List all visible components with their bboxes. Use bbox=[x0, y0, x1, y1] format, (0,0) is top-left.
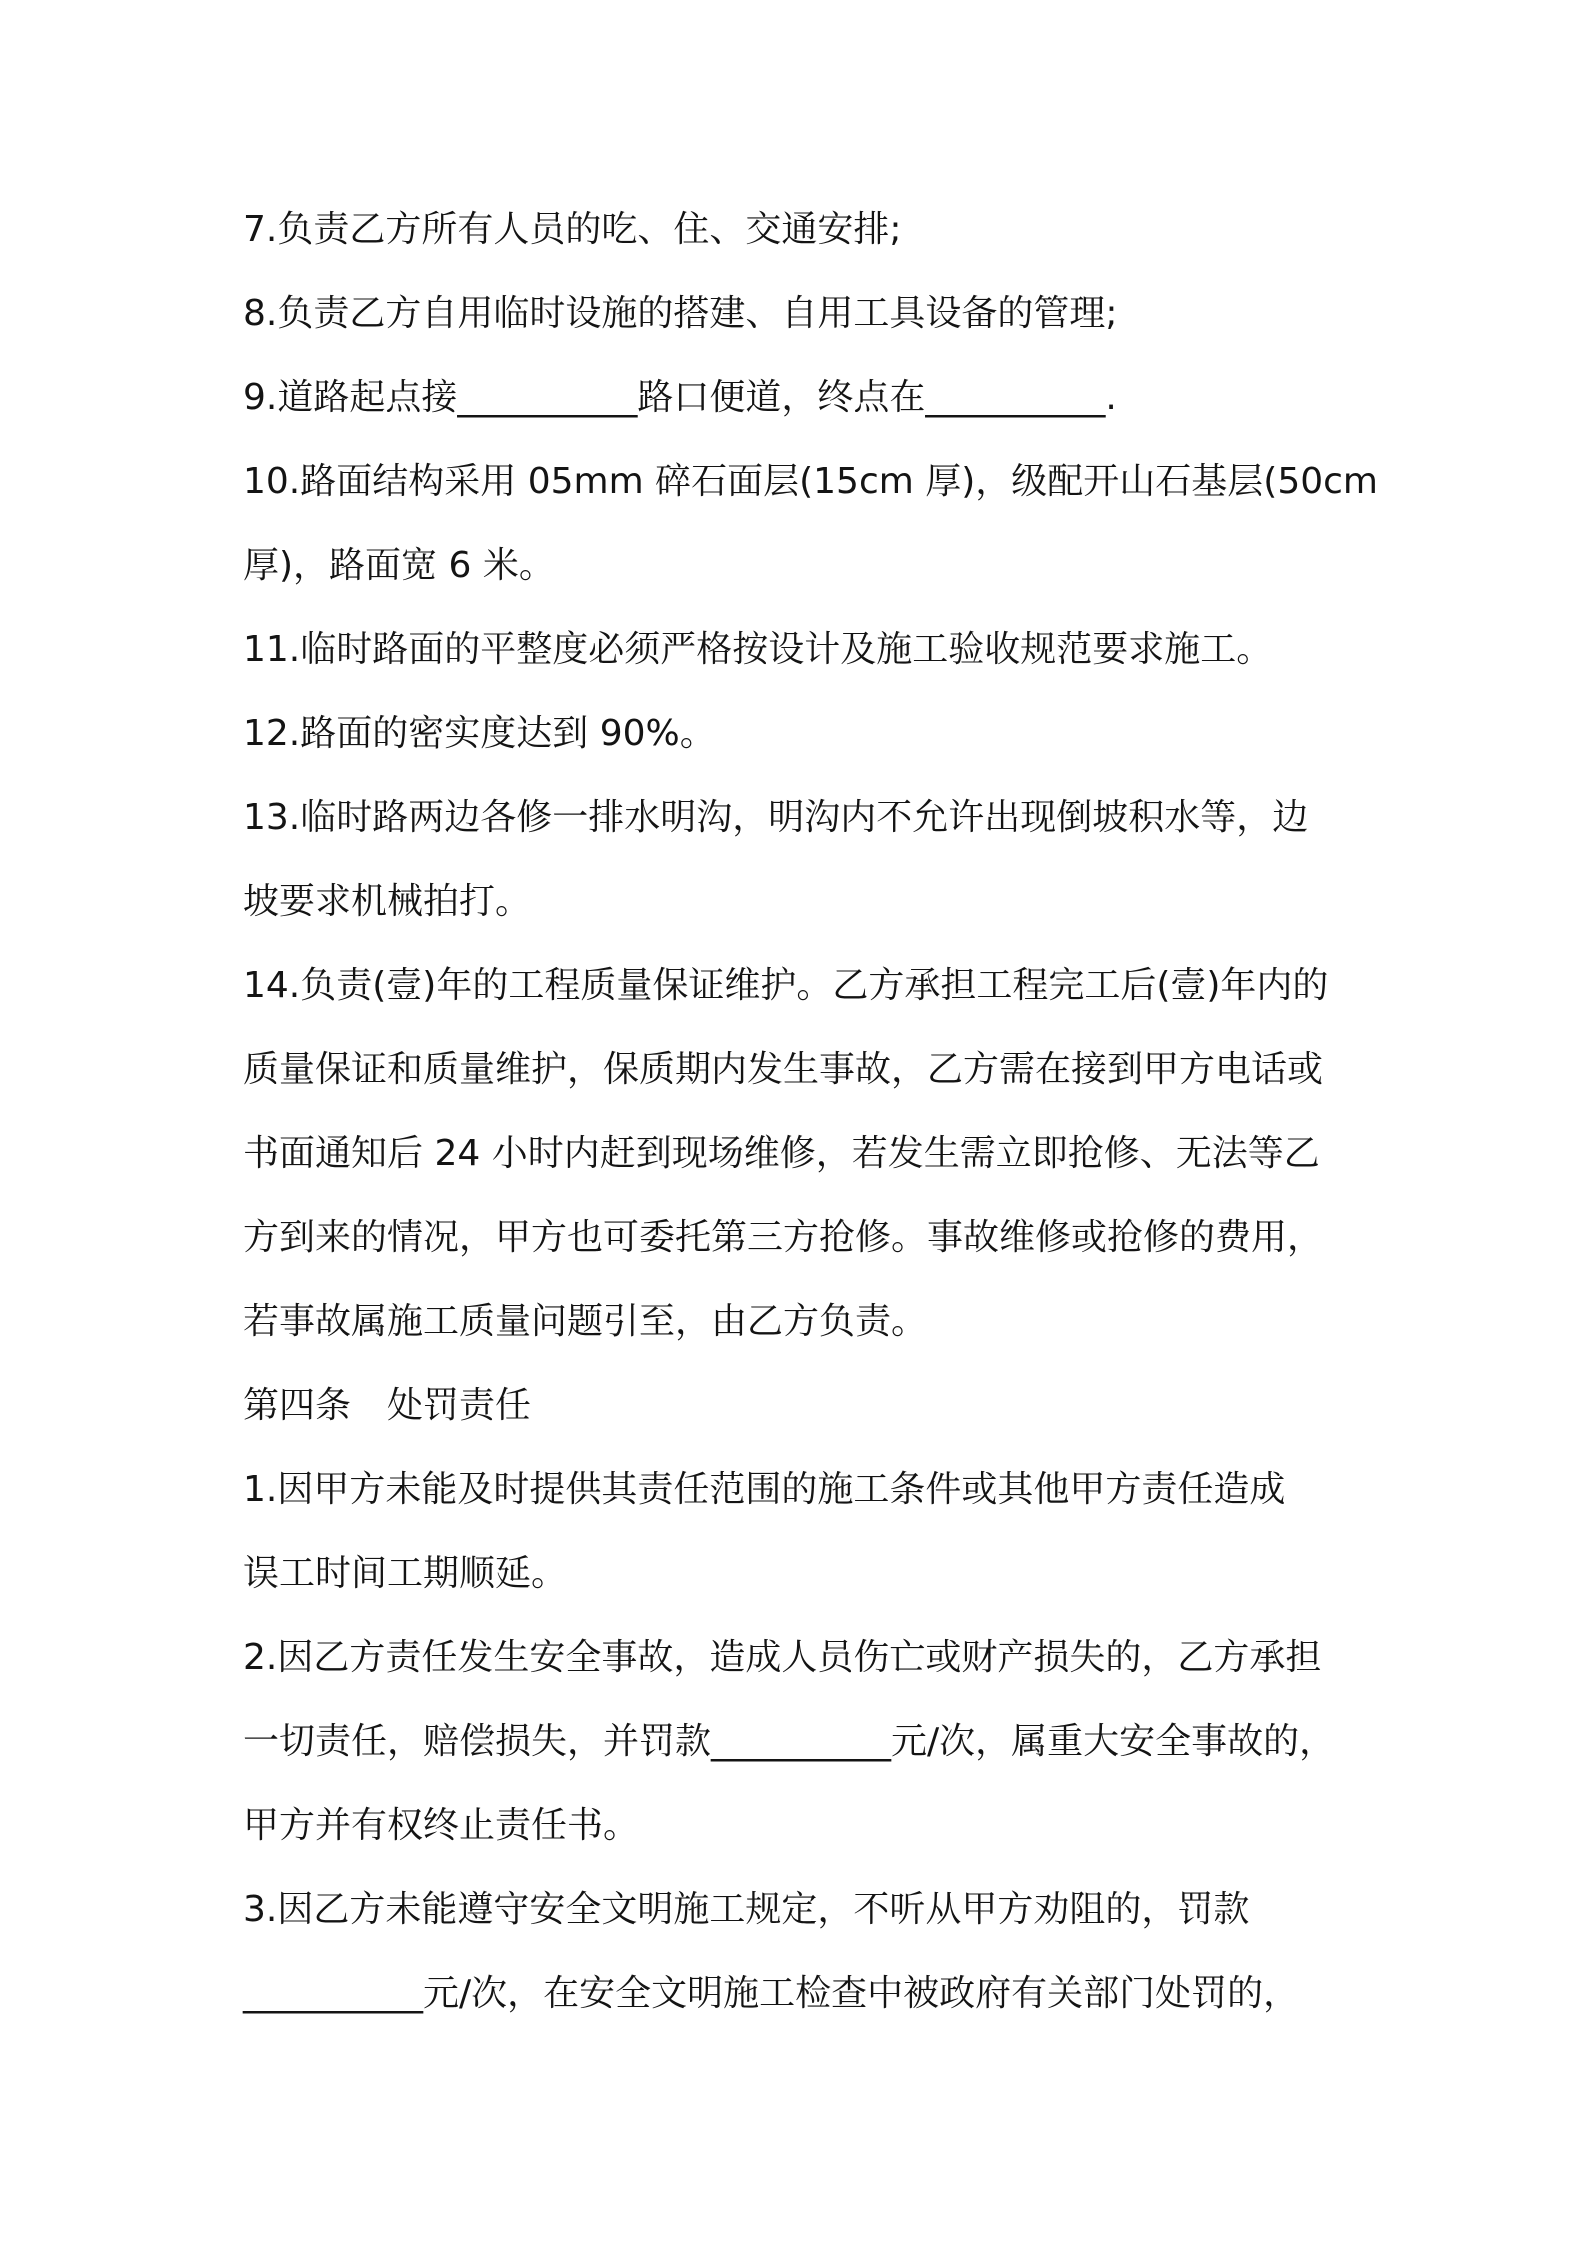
document-body bbox=[243, 198, 1383, 2046]
penalty-2-line-2: 一切责任，赔偿损失，并罚款__________元/次，属重大安全事故的， bbox=[243, 1721, 1336, 1762]
clause-11: 11.临时路面的平整度必须严格按设计及施工验收规范要求施工。 bbox=[243, 629, 1273, 670]
clause-8: 8.负责乙方自用临时设施的搭建、自用工具设备的管理; bbox=[243, 293, 1118, 334]
clause-10-line-1: 10.路面结构采用 05mm 碎石面层(15cm 厚)，级配开山石基层(50cm bbox=[243, 461, 1379, 502]
clause-7: 7.负责乙方所有人员的吃、住、交通安排; bbox=[243, 209, 902, 250]
clause-14-line-3: 书面通知后 24 小时内赶到现场维修，若发生需立即抢修、无法等乙 bbox=[243, 1133, 1320, 1174]
clause-14-line-5: 若事故属施工质量问题引至，由乙方负责。 bbox=[243, 1301, 928, 1342]
penalty-1-line-1: 1.因甲方未能及时提供其责任范围的施工条件或其他甲方责任造成 bbox=[243, 1469, 1286, 1510]
penalty-3-line-2: __________元/次，在安全文明施工检查中被政府有关部门处罚的， bbox=[243, 1973, 1300, 2014]
clause-13-line-1: 13.临时路两边各修一排水明沟，明沟内不允许出现倒坡积水等，边 bbox=[243, 797, 1309, 838]
penalty-2-line-3: 甲方并有权终止责任书。 bbox=[243, 1805, 640, 1846]
penalty-1-line-2: 误工时间工期顺延。 bbox=[243, 1553, 568, 1594]
clause-14-line-2: 质量保证和质量维护，保质期内发生事故，乙方需在接到甲方电话或 bbox=[243, 1049, 1324, 1090]
clause-9: 9.道路起点接__________路口便道，终点在__________. bbox=[243, 377, 1117, 418]
clause-12: 12.路面的密实度达到 90%。 bbox=[243, 713, 716, 754]
clause-14-line-1: 14.负责(壹)年的工程质量保证维护。乙方承担工程完工后(壹)年内的 bbox=[243, 965, 1329, 1006]
penalty-2-line-1: 2.因乙方责任发生安全事故，造成人员伤亡或财产损失的，乙方承担 bbox=[243, 1637, 1322, 1678]
penalty-3-line-1: 3.因乙方未能遵守安全文明施工规定，不听从甲方劝阻的，罚款 bbox=[243, 1889, 1250, 1930]
clause-10-line-2: 厚)，路面宽 6 米。 bbox=[243, 545, 555, 586]
clause-14-line-4: 方到来的情况，甲方也可委托第三方抢修。事故维修或抢修的费用， bbox=[243, 1217, 1324, 1258]
clause-13-line-2: 坡要求机械拍打。 bbox=[243, 881, 532, 922]
section-heading-article-4: 第四条 处罚责任 bbox=[243, 1385, 532, 1426]
